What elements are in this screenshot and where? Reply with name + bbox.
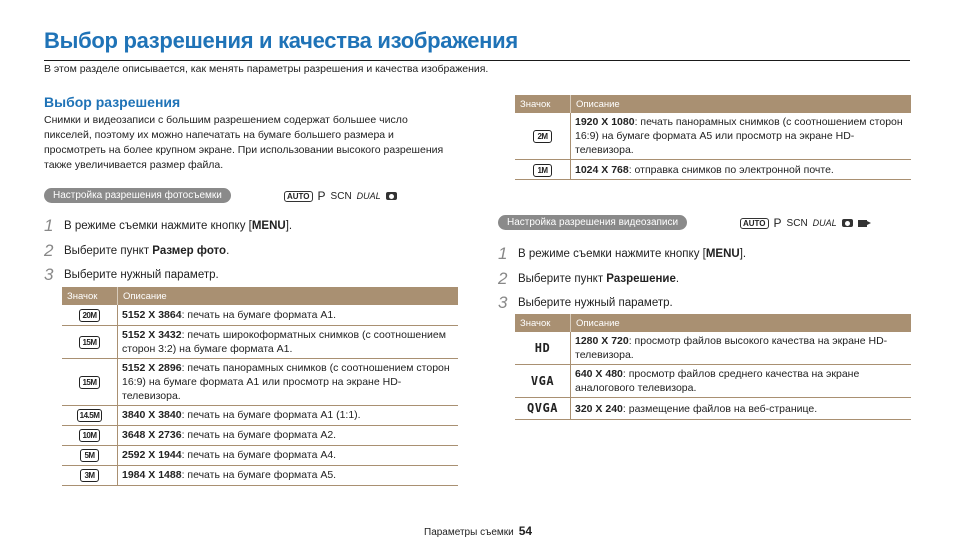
program-mode-icon: P	[317, 189, 326, 203]
table-row: HD 1280 X 720: просмотр файлов высокого качества на экране HD-телевизора.	[515, 332, 911, 365]
auto-mode-icon: AUTO	[740, 218, 769, 229]
photo-step-3: 3 Выберите нужный параметр.	[44, 265, 219, 284]
resolution-5m-icon: 5M	[80, 449, 99, 462]
col-header-icon: Значок	[515, 314, 571, 332]
smart-camera-icon	[386, 192, 397, 200]
col-header-desc: Описание	[571, 95, 912, 113]
scene-mode-icon: SCN	[786, 217, 808, 229]
table-row: 1M 1024 X 768: отправка снимков по электронной почте.	[515, 160, 911, 180]
page-footer	[424, 524, 532, 538]
table-row: 14.5M 3840 X 3840: печать на бумаге формата A1 (1:1).	[62, 405, 458, 425]
page-number: 54	[518, 524, 533, 538]
table-row: 5M 2592 X 1944: печать на бумаге формата A4.	[62, 445, 458, 465]
photo-resolution-table	[62, 287, 458, 486]
page-intro: В этом разделе описывается, как менять параметры разрешения и качества изображения.	[44, 63, 489, 75]
resolution-hd-icon: HD	[534, 340, 551, 355]
table-row: 3M 1984 X 1488: печать на бумаге формата A5.	[62, 465, 458, 485]
video-step-1: 1 В режиме съемки нажмите кнопку [MENU].	[498, 244, 747, 263]
photo-step-1: 1 В режиме съемки нажмите кнопку [MENU].	[44, 216, 293, 235]
movie-mode-icon	[858, 220, 867, 227]
col-header-icon: Значок	[515, 95, 571, 113]
auto-mode-icon: AUTO	[284, 191, 313, 202]
title-divider	[44, 60, 910, 61]
page-title: Выбор разрешения и качества изображения	[44, 28, 518, 53]
table-row: 15M 5152 X 3432: печать широкоформатных снимков (с соотношением сторон 3:2) на бумаге формата A1.	[62, 325, 458, 358]
resolution-14-5m-icon: 14.5M	[77, 409, 103, 422]
resolution-vga-icon: VGA	[530, 373, 555, 388]
video-step-2: 2 Выберите пункт Разрешение.	[498, 269, 680, 288]
resolution-15m-pano-icon: 15M	[79, 376, 99, 389]
col-header-desc: Описание	[118, 287, 459, 305]
photo-step-2: 2 Выберите пункт Размер фото.	[44, 241, 230, 260]
resolution-20m-icon: 20M	[79, 309, 99, 322]
section-heading: Выбор разрешения	[44, 94, 181, 110]
video-step-3: 3 Выберите нужный параметр.	[498, 293, 673, 312]
resolution-10m-icon: 10M	[79, 429, 99, 442]
dual-is-mode-icon: DUAL	[356, 191, 381, 201]
video-settings-pill: Настройка разрешения видеозаписи	[498, 215, 687, 230]
smart-camera-icon	[842, 219, 853, 227]
section-paragraph: Снимки и видеозаписи с большим разрешением содержат большее число пикселей, поэтому их можно напечатать на бумаге большего размера и просмотреть на более крупном экране. При использовании высокого разрешения также увеличивается размер файла.	[44, 114, 444, 171]
scene-mode-icon: SCN	[330, 190, 352, 202]
table-row: 15M 5152 X 2896: печать панорамных снимков (с соотношением сторон 16:9) на бумаге формата A1 или просмотр на экране HD-телевизора.	[62, 358, 458, 405]
footer-label: Параметры съемки	[424, 527, 514, 538]
resolution-15m-wide-icon: 15M	[79, 336, 99, 349]
table-row: 20M 5152 X 3864: печать на бумаге формата A1.	[62, 305, 458, 325]
col-header-desc: Описание	[571, 314, 912, 332]
resolution-1m-icon: 1M	[533, 164, 552, 177]
table-row: VGA 640 X 480: просмотр файлов среднего качества на экране аналогового телевизора.	[515, 365, 911, 398]
resolution-2m-icon: 2M	[533, 130, 552, 143]
photo-resolution-table-continued	[515, 95, 911, 180]
resolution-3m-icon: 3M	[80, 469, 99, 482]
photo-settings-pill: Настройка разрешения фотосъемки	[44, 188, 231, 203]
program-mode-icon: P	[773, 216, 782, 230]
video-mode-icons	[740, 216, 870, 230]
table-row: 2M 1920 X 1080: печать панорамных снимков (с соотношением сторон 16:9) на бумаге формата A5 или просмотр на экране HD-телевизора.	[515, 113, 911, 160]
resolution-qvga-icon: QVGA	[527, 401, 558, 415]
table-row: QVGA 320 X 240: размещение файлов на веб-странице.	[515, 398, 911, 420]
video-resolution-table	[515, 314, 911, 420]
table-row: 10M 3648 X 2736: печать на бумаге формата A2.	[62, 425, 458, 445]
dual-is-mode-icon: DUAL	[812, 218, 837, 228]
col-header-icon: Значок	[62, 287, 118, 305]
photo-mode-icons	[284, 189, 397, 203]
